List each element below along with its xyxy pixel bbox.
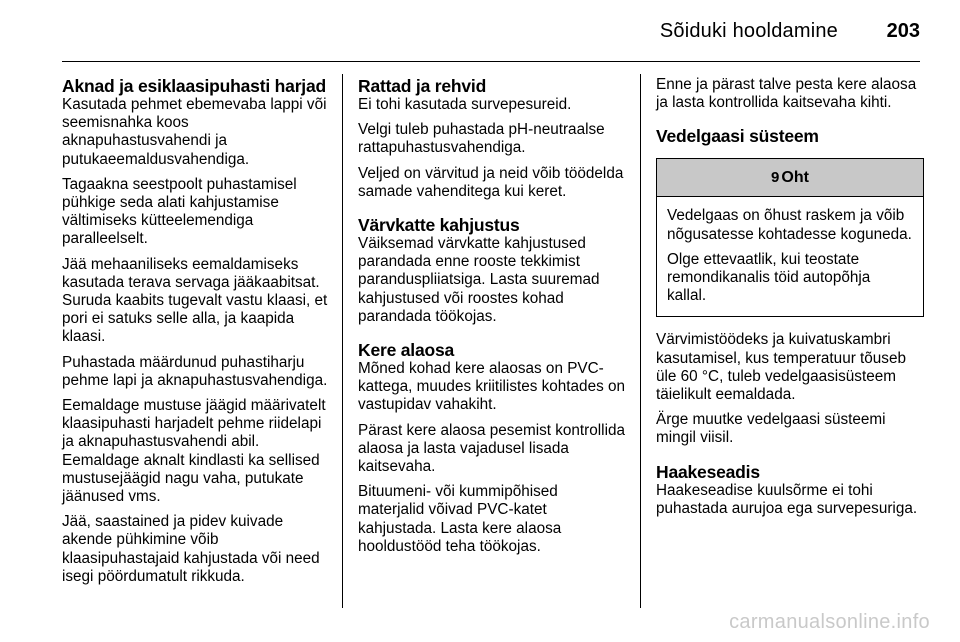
paragraph: Puhastada määrdunud puhastiharju pehme lapi ja aknapuhastusvahendiga.: [62, 353, 328, 389]
column-2: [358, 76, 628, 563]
paragraph: Bituumeni- või kummipõhised materjalid võivad PVC-katet kahjustada. Lasta kere alaosa hooldustööd teha töökojas.: [358, 483, 562, 555]
warning-label: Oht: [781, 169, 809, 187]
paragraph: Ärge muutke vedelgaasi süsteemi mingil viisil.: [656, 411, 886, 447]
header-divider: [62, 61, 920, 62]
paragraph: Vedelgaas on õhust raskem ja võib nõgusatesse kohtadesse koguneda.: [667, 207, 912, 243]
section-heading-wheels: Rattad ja rehvid: [358, 76, 487, 96]
paragraph: Enne ja pärast talve pesta kere alaosa ja lasta kontrollida kaitsevaha kihti.: [656, 76, 917, 112]
column-3: [656, 76, 924, 525]
warning-box: [656, 158, 924, 317]
paragraph: Haakeseadise kuulsõrme ei tohi puhastada aurujoa ega survepesuriga.: [656, 481, 918, 517]
paragraph: Pärast kere alaosa pesemist kontrollida alaosa ja lasta vajadusel lisada kaitsevaha.: [358, 421, 625, 476]
paragraph: Ei tohi kasutada survepesureid.: [358, 96, 572, 113]
paragraph: Väiksemad värvkatte kahjustused parandada enne rooste tekkimist paranduspliiatsiga. Lasta suuremad kahjustused või roostes kohad parandada töökojas.: [358, 235, 600, 325]
paragraph: Jää, saastained ja pidev kuivade akende pühkimine võib klaasipuhastajaid kahjustada või need isegi pöördumatult rikkuda.: [62, 513, 320, 585]
paragraph: Värvimistöödeks ja kuivatuskambri kasutamisel, kus temperatuur tõuseb üle 60 °C, tuleb vedelgaasisüsteem täielikult eemaldada.: [656, 331, 906, 404]
column-1: [62, 76, 332, 593]
section-heading-underbody: Kere alaosa: [358, 340, 455, 361]
warning-icon: 9: [771, 169, 780, 187]
column-divider-1: [342, 74, 343, 608]
chapter-title: Sõiduki hooldamine: [659, 20, 838, 42]
warning-header: [657, 159, 923, 197]
page-header: [0, 0, 960, 62]
watermark: carmanualsonline.info: [729, 611, 930, 633]
paragraph: Velgi tuleb puhastada pH-neutraalse rattapuhastusvahendiga.: [358, 121, 605, 157]
section-heading-lpg: Vedelgaasi süsteem: [656, 126, 819, 147]
paragraph: Veljed on värvitud ja neid võib töödelda samade vahenditega kui keret.: [358, 164, 624, 200]
section-heading-paint: Värvkatte kahjustus: [358, 215, 520, 236]
column-divider-2: [640, 74, 641, 608]
paragraph: Eemaldage mustuse jäägid määrivatelt klaasipuhasti harjadelt pehme riidelapi ja aknapuhastusvahendi abil. Eemaldage aknalt kindlasti ka sellised mustusejäägid nagu vaha, putukate jäänused vms.: [62, 397, 326, 506]
paragraph: Jää mehaaniliseks eemaldamiseks kasutada terava servaga jääkaabitsat. Suruda kaabits tugevalt vastu klaasi, et pori ei satuks selle alla, ja kaapida klaasi.: [62, 255, 328, 346]
page-number: 203: [886, 20, 920, 42]
section-heading-towbar: Haakeseadis: [656, 461, 760, 482]
paragraph: Tagaakna seestpoolt puhastamisel pühkige seda alati kahjustamise vältimiseks kütteelemendiga paralleelselt.: [62, 175, 297, 248]
section-heading-windows: Aknad ja esiklaasipuhasti harjad: [62, 76, 326, 96]
paragraph: Kasutada pehmet ebemevaba lappi või seemisnahka koos aknapuhastusvahendi ja putukaeemaldusvahendiga.: [62, 96, 327, 168]
paragraph: Mõned kohad kere alaosas on PVC-kattega, muudes kriitilistes kohtades on vastupidav vahakiht.: [358, 360, 625, 414]
paragraph: Olge ettevaatlik, kui teostate remondikanalis töid autopõhja kallal.: [667, 250, 871, 305]
warning-body: [657, 197, 923, 316]
